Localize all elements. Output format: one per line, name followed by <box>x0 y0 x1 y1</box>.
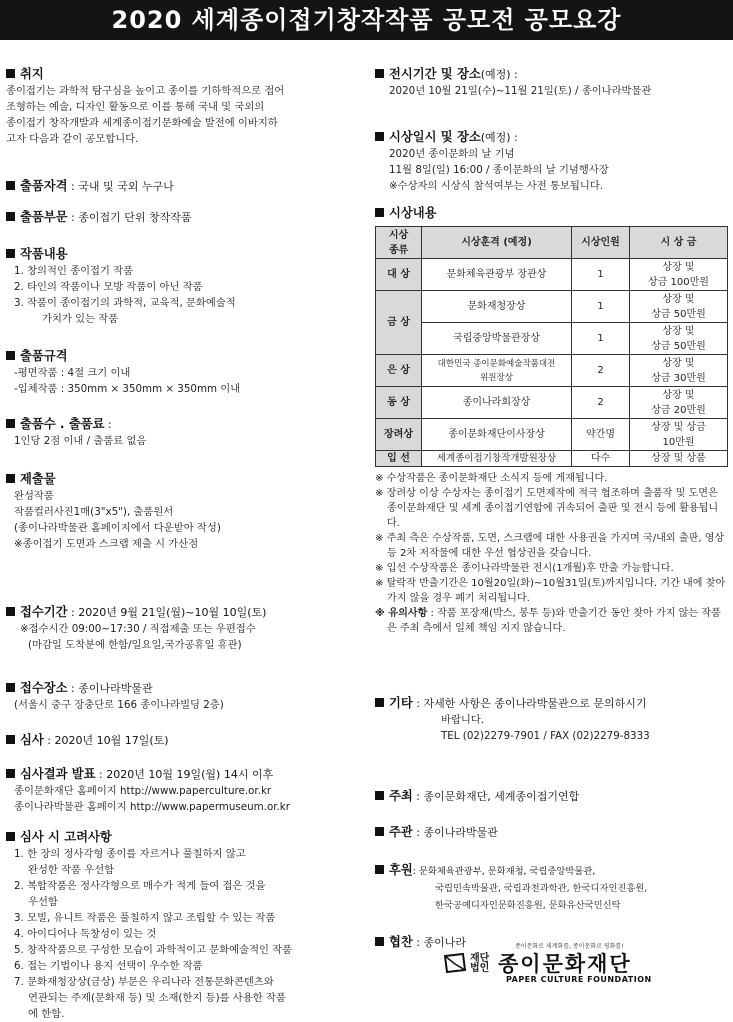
ceremony-suffix: (예정) : <box>480 131 518 144</box>
award-prize: 상장 및 상금 20만원 <box>630 387 728 419</box>
award-prize: 상장 및 상품 <box>630 451 728 467</box>
period-text: : 2020년 9월 21일(월)~10월 10일(토) <box>67 606 267 619</box>
paper-culture-foundation-logo <box>443 941 693 991</box>
judging-heading: 심사 <box>20 733 44 747</box>
award-prize: 상장 및 상금 100만원 <box>630 259 728 291</box>
bullet-square-icon <box>375 698 384 707</box>
eligibility-text: : 국내 및 국외 누구나 <box>67 180 174 193</box>
bullet-square-icon <box>375 791 384 800</box>
award-prize: 상장 및 상금 50만원 <box>630 323 728 355</box>
award-count: 1 <box>572 291 630 323</box>
criteria-section <box>6 829 366 1022</box>
table-row <box>376 355 728 387</box>
organizer-section <box>375 824 727 862</box>
exhibition-line: 2020년 10월 21일(수)~11월 21일(토) / 종이나라박물관 <box>389 85 652 97</box>
category-text: : 종이접기 단위 창작작품 <box>67 211 192 224</box>
ceremony-heading: 시상일시 및 장소 <box>389 130 481 144</box>
sponsor-section <box>375 862 727 934</box>
folded-paper-icon <box>443 952 467 974</box>
table-row <box>376 291 728 323</box>
awards-header-cell: 시상훈격 (예정) <box>422 227 572 259</box>
content-item: 3. 작품이 종이접기의 과학적, 교육적, 문화예술적 <box>14 297 236 309</box>
spec-section <box>6 348 366 416</box>
criteria-item: 1. 한 장의 정사각형 종이를 자르거나 풀칠하지 않고 <box>14 848 246 860</box>
organizer-text: : 종이나라박물관 <box>412 826 498 839</box>
bullet-square-icon <box>375 865 384 874</box>
period-line: ※접수시간 09:00~17:30 / 직접제출 또는 우편접수 <box>20 623 256 635</box>
period-line: (마감일 도착분에 한함/일요일,국가공휴일 휴관) <box>28 639 242 651</box>
bullet-square-icon <box>6 607 15 616</box>
period-section <box>6 604 366 680</box>
bullet-square-icon <box>375 69 384 78</box>
award-count: 다수 <box>572 451 630 467</box>
award-count: 1 <box>572 323 630 355</box>
criteria-item: 에 한함. <box>28 1008 65 1020</box>
content-heading: 작품내용 <box>20 247 68 261</box>
award-name: 문화체육관광부 장관상 <box>422 259 572 291</box>
caution-text: : 작품 포장재(박스, 봉투 등)와 반출기간 동안 찾아 가지 않는 작품은 주최 측에서 일체 책임 지지 않습니다. <box>387 608 721 634</box>
eligibility-section <box>6 178 366 209</box>
etc-line: 바랍니다. <box>441 714 485 726</box>
etc-contact: TEL (02)2279-7901 / FAX (02)2279-8333 <box>441 730 650 742</box>
place-line: (서울시 중구 장충단로 166 종이나라빌딩 2층) <box>14 699 224 711</box>
bullet-square-icon <box>6 351 15 360</box>
sponsor-line: 국립민속박물관, 국립과천과학관, 한국디자인진흥원, <box>435 883 648 894</box>
note-item: ※ 장려상 이상 수상자는 종이접기 도면제작에 적극 협조하며 출품작 및 도면은 종이문화재단 및 세계 종이접기연합에 귀속되어 출판 및 전시 등에 활용됩니다. <box>375 488 719 529</box>
result-link-paperculture[interactable]: 종이문화재단 홈페이지 http://www.paperculture.or.kr <box>14 785 272 797</box>
award-prize: 상장 및 상금 50만원 <box>630 291 728 323</box>
logo-slogan: 종이문화로 세계화를, 종이문화로 평화를! <box>515 943 624 950</box>
category-heading: 출품부문 <box>20 210 68 224</box>
awards-header-cell: 시상인원 <box>572 227 630 259</box>
bullet-square-icon <box>6 735 15 744</box>
award-prize: 상장 및 상금 10만원 <box>630 419 728 451</box>
criteria-item: 6. 접는 기법이나 용지 선택이 우수한 작품 <box>14 960 203 972</box>
exhibition-heading: 전시기간 및 장소 <box>389 67 481 81</box>
note-item: ※ 주최 측은 수상작품, 도면, 스크랩에 대한 사용권을 가지며 국/내외 출판, 영상 등 2차 저작물에 대한 우선 협상권을 갖습니다. <box>375 533 725 559</box>
judging-section <box>6 732 366 766</box>
left-column <box>6 66 366 1022</box>
place-text: : 종이나라박물관 <box>67 682 153 695</box>
criteria-item: 2. 복합작품은 정사각형으로 매수가 적게 들여 접은 것을 <box>14 880 266 892</box>
period-heading: 접수기간 <box>20 605 68 619</box>
ceremony-line: 11월 8일(일) 16:00 / 종이문화의 날 기념행사장 <box>389 164 609 176</box>
purpose-line: 종이접기 창작개발과 세계종이접기문화예술 발전에 이바지하 <box>6 117 278 129</box>
bullet-square-icon <box>6 181 15 190</box>
criteria-item: 7. 문화재청장상(금상) 부문은 우리나라 전통문화콘텐츠와 <box>14 976 274 988</box>
purpose-line: 종이접기는 과학적 탐구심을 높이고 종이를 기하학적으로 접어 <box>6 85 285 97</box>
right-column <box>375 66 727 951</box>
criteria-item: 5. 창작작품으로 구성한 모습이 과학적이고 문화예술적인 작품 <box>14 944 293 956</box>
submission-line: ※종이접기 도면과 스크랩 제출 시 가산점 <box>14 538 199 550</box>
bullet-square-icon <box>6 419 15 428</box>
cooperation-text: : 종이나라 <box>412 936 466 949</box>
bullet-square-icon <box>6 212 15 221</box>
award-name: 대한민국 종이문화예술작품대전 위원장상 <box>422 355 572 387</box>
host-heading: 주최 <box>389 789 413 803</box>
count-colon: : <box>104 418 112 431</box>
page-title: 2020 세계종이접기창작작품 공모전 공모요강 <box>0 0 733 40</box>
note-item: ※ 입선 수상작품은 종이나라박물관 전시(1개월)후 반출 가능합니다. <box>375 563 674 574</box>
etc-section <box>375 695 727 788</box>
award-category: 은 상 <box>376 355 422 387</box>
award-name: 종이나라회장상 <box>422 387 572 419</box>
logo-prefix: 재단 법인 <box>470 953 490 974</box>
content-item: 2. 타인의 작품이나 모방 작품이 아닌 작품 <box>14 281 203 293</box>
criteria-item: 우선함 <box>28 896 58 908</box>
purpose-line: 고자 다음과 같이 공모합니다. <box>6 133 139 145</box>
bullet-square-icon <box>6 683 15 692</box>
etc-text: : 자세한 사항은 종이나라박물관으로 문의하시기 <box>412 697 647 710</box>
award-count: 1 <box>572 259 630 291</box>
content-item: 가치가 있는 작품 <box>42 313 119 325</box>
criteria-item: 3. 모빌, 유니트 작품은 풀칠하지 않고 조립할 수 있는 작품 <box>14 912 276 924</box>
awards-heading: 시상내용 <box>389 206 437 220</box>
table-row <box>376 387 728 419</box>
award-category: 금 상 <box>376 291 422 355</box>
bullet-square-icon <box>6 69 15 78</box>
submission-line: 완성작품 <box>14 490 54 502</box>
criteria-item: 완성한 작품 우선함 <box>28 864 115 876</box>
count-heading: 출품수 . 출품료 <box>20 417 105 431</box>
content-section <box>6 246 366 348</box>
table-row <box>376 259 728 291</box>
awards-header-cell: 시상 종류 <box>376 227 422 259</box>
submission-line: 작품컬러사진1매(3"x5"), 출품원서 <box>14 506 174 518</box>
criteria-item: 4. 아이디어나 독창성이 있는 것 <box>14 928 157 940</box>
bullet-square-icon <box>6 474 15 483</box>
logo-korean-name: 종이문화재단 <box>498 952 632 976</box>
note-item: ※ 수상작품은 종이문화재단 소식지 등에 게재됩니다. <box>375 473 608 484</box>
submission-line: (종이나라박물관 홈페이지에서 다운받아 작성) <box>14 522 221 534</box>
awards-section <box>375 205 727 467</box>
ceremony-line: ※수상자의 시상식 참석여부는 사전 통보됩니다. <box>389 180 603 192</box>
judging-text: : 2020년 10월 17일(토) <box>43 734 169 747</box>
purpose-heading: 취지 <box>20 67 44 81</box>
bullet-square-icon <box>375 937 384 946</box>
place-heading: 접수장소 <box>20 681 68 695</box>
award-category: 동 상 <box>376 387 422 419</box>
spec-item: -평면작품 : 4절 크기 이내 <box>14 367 131 379</box>
content-item: 1. 창의적인 종이접기 작품 <box>14 265 134 277</box>
award-category: 입 선 <box>376 451 422 467</box>
spec-heading: 출품규격 <box>20 349 68 363</box>
award-count: 2 <box>572 387 630 419</box>
bullet-square-icon <box>375 132 384 141</box>
bullet-square-icon <box>375 827 384 836</box>
table-row <box>376 323 728 355</box>
place-section <box>6 680 366 732</box>
criteria-item: 연관되는 주제(문화재 등) 및 소재(한지 등)를 사용한 작품 <box>28 992 286 1004</box>
host-text: : 종이문화재단, 세계종이접기연합 <box>412 790 580 803</box>
result-link-papermuseum[interactable]: 종이나라박물관 홈페이지 http://www.papermuseum.or.kr <box>14 801 291 813</box>
ceremony-section <box>375 129 727 205</box>
award-name: 국립중앙박물관장상 <box>422 323 572 355</box>
ceremony-line: 2020년 종이문화의 날 기념 <box>389 148 515 160</box>
table-row <box>376 419 728 451</box>
bullet-square-icon <box>6 769 15 778</box>
result-text: : 2020년 10월 19일(월) 14시 이후 <box>95 768 274 781</box>
category-section <box>6 209 366 246</box>
result-heading: 심사결과 발표 <box>20 767 96 781</box>
note-item-caution <box>375 606 727 636</box>
awards-header-cell: 시 상 금 <box>630 227 728 259</box>
eligibility-heading: 출품자격 <box>20 179 68 193</box>
organizer-heading: 주관 <box>389 825 413 839</box>
submission-heading: 제출물 <box>20 472 56 486</box>
bullet-square-icon <box>375 208 384 217</box>
bullet-square-icon <box>6 832 15 841</box>
logo-english-name: PAPER CULTURE FOUNDATION <box>506 975 652 984</box>
awards-table <box>375 226 728 467</box>
award-count: 2 <box>572 355 630 387</box>
award-name: 문화재청장상 <box>422 291 572 323</box>
purpose-section <box>6 66 366 178</box>
award-name: 종이문화재단이사장상 <box>422 419 572 451</box>
award-name: 세계종이접기창작개발원장상 <box>422 451 572 467</box>
exhibition-section <box>375 66 727 129</box>
spec-item: -입체작품 : 350mm × 350mm × 350mm 이내 <box>14 383 241 395</box>
criteria-heading: 심사 시 고려사항 <box>20 830 112 844</box>
etc-heading: 기타 <box>389 696 413 710</box>
award-category: 장려상 <box>376 419 422 451</box>
exhibition-suffix: (예정) : <box>480 68 518 81</box>
purpose-line: 조형하는 예술, 디자인 활동으로 이를 통해 국내 및 국외의 <box>6 101 265 113</box>
table-row <box>376 451 728 467</box>
award-count: 약간명 <box>572 419 630 451</box>
awards-header-row <box>376 227 728 259</box>
host-section <box>375 788 727 824</box>
cooperation-heading: 협찬 <box>389 935 413 949</box>
sponsor-line: 한국공예디자인문화진흥원, 문화유산국민신탁 <box>435 900 621 911</box>
count-text: 1인당 2점 이내 / 출품료 없음 <box>14 435 147 447</box>
notes-section <box>375 471 727 695</box>
sponsor-text: : 문화체육관광부, 문화재청, 국립중앙박물관, <box>412 866 596 877</box>
note-item: ※ 탈락작 반출기간은 10월20일(화)~10월31일(토)까지입니다. 기간 내에 찾아 가지 않을 경우 폐기 처리됩니다. <box>375 578 726 604</box>
award-prize: 상장 및 상금 30만원 <box>630 355 728 387</box>
sponsor-heading: 후원 <box>389 863 413 877</box>
submission-section <box>6 471 366 604</box>
count-section <box>6 416 366 471</box>
bullet-square-icon <box>6 249 15 258</box>
award-category: 대 상 <box>376 259 422 291</box>
result-section <box>6 766 366 829</box>
caution-label: ※ 유의사항 <box>375 608 428 619</box>
